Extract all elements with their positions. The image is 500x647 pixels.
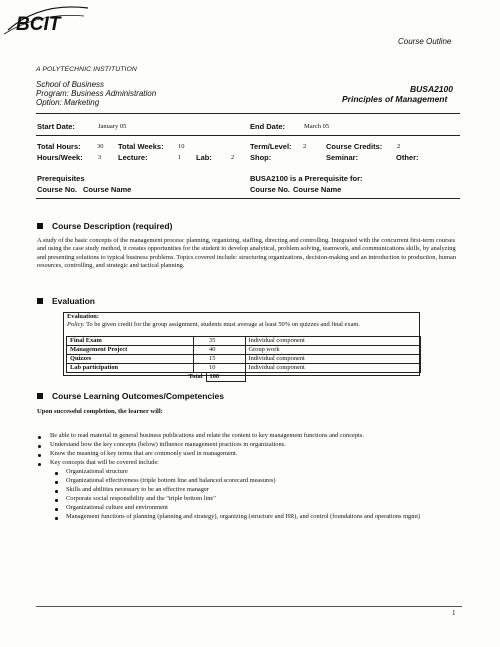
hours-week-label: Hours/Week: [37,153,83,162]
dates-rule [36,135,460,136]
list-item: Be able to read material in general business publications and relate the content to key management functions and concepts. [50,432,364,439]
sub-list-item: Corporate social responsibility and the "triple bottom line" [66,495,216,502]
bullet-icon [38,463,41,466]
eval-item: Management Project [67,346,194,355]
policy-text: To be given credit for the group assignment, students must average at least 50% on quizzes and final exam. [86,321,360,328]
prereq-for-heading: BUSA2100 is a Prerequisite for: [250,174,363,183]
eval-item: Quizzes [67,355,194,364]
eval-note: Individual component [245,364,420,373]
end-date-label: End Date: [250,122,286,131]
description-text: A study of the basic concepts of the management process: planning, organizing, staffing, directing and controlling. Integrated with the concurrent first-term courses and using the case study method, it creates opportunities for the student to develop analytical, problem solving, teamwork, and communications skills, by analyzing and presenting solutions to typical business problems. Topics covered include: structuring organizations, decision-making and an introduction to production, human resources, controlling, and strategic and tactical planning. [37,237,457,270]
policy-label: Policy. [67,321,85,328]
evaluation-table [66,336,421,382]
seminar-label: Seminar: [326,153,359,162]
shop-label: Shop: [250,153,272,162]
sub-bullet-icon [55,517,58,520]
total-value: 100 [206,373,245,382]
sub-bullet-icon [55,472,58,475]
evaluation-policy [67,321,412,329]
sub-list-item: Skills and abilities necessary to be an effective manager [66,486,209,493]
tagline: A POLYTECHNIC INSTITUTION [36,66,137,73]
course-name-header-2: Course Name [293,185,342,194]
total-weeks-label: Total Weeks: [118,142,164,151]
course-code: BUSA2100 [410,84,453,94]
term-value: 2 [303,143,307,150]
page-number: 1 [452,609,456,617]
course-title: Principles of Management [342,94,448,104]
evaluation-title: Evaluation [52,296,95,306]
program-name: Program: Business Administration [36,89,157,98]
bullet-icon [38,436,41,439]
bcit-logo [0,0,92,44]
eval-item: Final Exam [67,337,194,346]
bullet-icon [38,445,41,448]
section-bullet-icon [37,223,43,229]
sub-bullet-icon [55,481,58,484]
section-bullet-icon [37,393,43,399]
course-no-header-2: Course No. [250,185,291,194]
course-name-header: Course Name [83,185,132,194]
option-name: Option: Marketing [36,98,100,107]
list-item: Know the meaning of key terms that are commonly used in management. [50,450,238,457]
eval-note: Group work [245,346,420,355]
table-row [67,364,421,373]
sub-bullet-icon [55,490,58,493]
total-label: Total [188,373,203,381]
lecture-value: 1 [178,154,182,161]
table-row [67,346,421,355]
prereq-heading: Prerequisites [37,174,85,183]
eval-pct: 35 [206,337,245,346]
eval-pct: 15 [206,355,245,364]
start-date-label: Start Date: [37,122,75,131]
sub-bullet-icon [55,508,58,511]
outcomes-title: Course Learning Outcomes/Competencies [52,391,224,401]
eval-item: Lab participation [67,364,194,373]
sub-list-item: Organizational effectiveness (triple bottom line and balanced scorecard measures) [66,477,276,484]
sub-list-item: Organizational culture and environment [66,504,168,511]
table-row [67,355,421,364]
start-date-value: January 05 [98,123,127,130]
other-label: Other: [396,153,419,162]
evaluation-box-heading: Evaluation: [67,313,99,320]
total-hours-value: 30 [97,143,104,150]
total-weeks-value: 10 [178,143,185,150]
sub-list-item: Management functions of planning (planning and strategy), organizing (structure and HR), and control (foundations and operations mgmt) [66,513,421,520]
course-no-header: Course No. [37,185,78,194]
footer-rule [36,606,462,607]
sub-list-item: Organizational structure [66,468,128,475]
table-row-total [67,373,421,382]
description-title: Course Description (required) [52,221,173,231]
list-item: Understand how the key concepts (below) influence management practices in organizations. [50,441,286,448]
doc-type-label: Course Outline [398,37,452,46]
eval-note: Individual component [245,337,420,346]
prereq-rule [36,198,460,199]
eval-note: Individual component [245,355,420,364]
bullet-icon [38,454,41,457]
table-row [67,337,421,346]
term-label: Term/Level: [250,142,292,151]
eval-pct: 40 [206,346,245,355]
lecture-label: Lecture: [118,153,148,162]
credits-label: Course Credits: [326,142,383,151]
end-date-value: March 05 [304,123,330,130]
list-item: Key concepts that will be covered include: [50,459,159,466]
hours-week-value: 3 [98,154,102,161]
header-rule [36,113,460,114]
eval-pct: 10 [206,364,245,373]
lab-value: 2 [231,154,235,161]
total-hours-label: Total Hours: [37,142,81,151]
svg-text:BCIT: BCIT [16,14,61,35]
section-bullet-icon [37,298,43,304]
sub-bullet-icon [55,499,58,502]
lab-label: Lab: [196,153,212,162]
outcomes-intro: Upon successful completion, the learner will: [37,408,163,415]
credits-value: 2 [397,143,401,150]
school-name: School of Business [36,80,105,89]
